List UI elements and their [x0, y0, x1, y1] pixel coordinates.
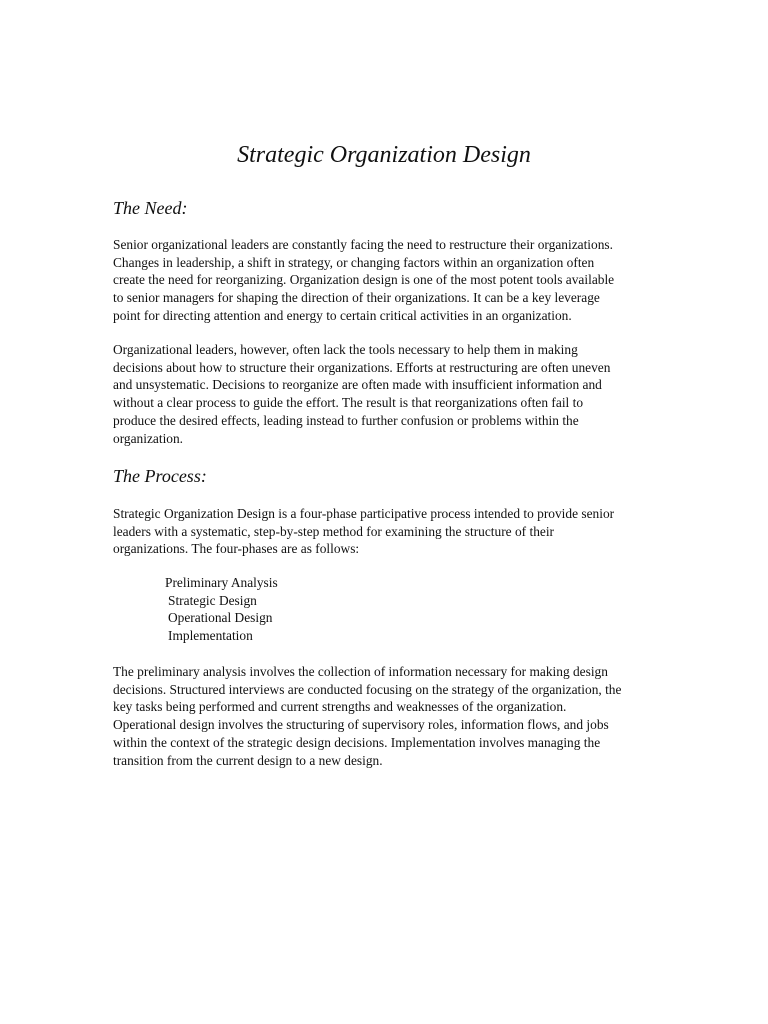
text-line: Senior organizational leaders are constantly facing the need to restructure their organizations.	[113, 237, 613, 252]
text-line: leaders with a systematic, step-by-step method for examining the structure of their	[113, 523, 555, 539]
text-line: within the context of the strategic design decisions. Implementation involves managing the	[113, 734, 601, 750]
process-paragraph-2	[113, 663, 703, 769]
text-line: transition from the current design to a new design.	[113, 752, 383, 768]
text-line: Organizational leaders, however, often lack the tools necessary to help them in making	[113, 342, 578, 357]
text-line: to senior managers for shaping the direction of their organizations. It can be a key leverage	[113, 290, 600, 306]
text-line: The preliminary analysis involves the collection of information necessary for making design	[113, 664, 608, 679]
text-line: Operational design involves the structuring of supervisory roles, information flows, and jobs	[113, 717, 609, 733]
text-line: produce the desired effects, leading instead to further confusion or problems within the	[113, 412, 579, 428]
text-line: point for directing attention and energy to certain critical activities in an organization.	[113, 307, 572, 323]
text-line: key tasks being performed and current strengths and weaknesses of the organization.	[113, 699, 567, 715]
text-line: organizations. The four-phases are as follows:	[113, 541, 360, 557]
phase-list	[165, 574, 278, 645]
text-line: and unsystematic. Decisions to reorganize are often made with insufficient information and	[113, 377, 602, 393]
text-line: decisions about how to structure their organizations. Efforts at restructuring are often uneven	[113, 359, 611, 375]
need-heading: The Need:	[113, 198, 188, 218]
text-line: organization.	[113, 430, 184, 446]
need-paragraph-1	[113, 236, 703, 325]
process-heading: The Process:	[113, 466, 207, 486]
process-paragraph-1	[113, 505, 703, 558]
text-line: Strategic Organization Design is a four-phase participative process intended to provide senior	[113, 506, 615, 521]
text-line: decisions. Structured interviews are conducted focusing on the strategy of the organization, the	[113, 681, 622, 697]
phase-item: Preliminary Analysis	[165, 575, 278, 590]
text-line: without a clear process to guide the effort. The result is that reorganizations often fail to	[113, 395, 584, 411]
text-line: Changes in leadership, a shift in strategy, or changing factors within an organization often	[113, 254, 595, 270]
phase-item: Implementation	[168, 628, 253, 644]
text-line: create the need for reorganizing. Organization design is one of the most potent tools available	[113, 272, 615, 288]
phase-item: Operational Design	[168, 610, 273, 626]
phase-item: Strategic Design	[168, 592, 257, 608]
need-paragraph-2	[113, 341, 703, 447]
document-title: Strategic Organization Design	[237, 142, 531, 168]
